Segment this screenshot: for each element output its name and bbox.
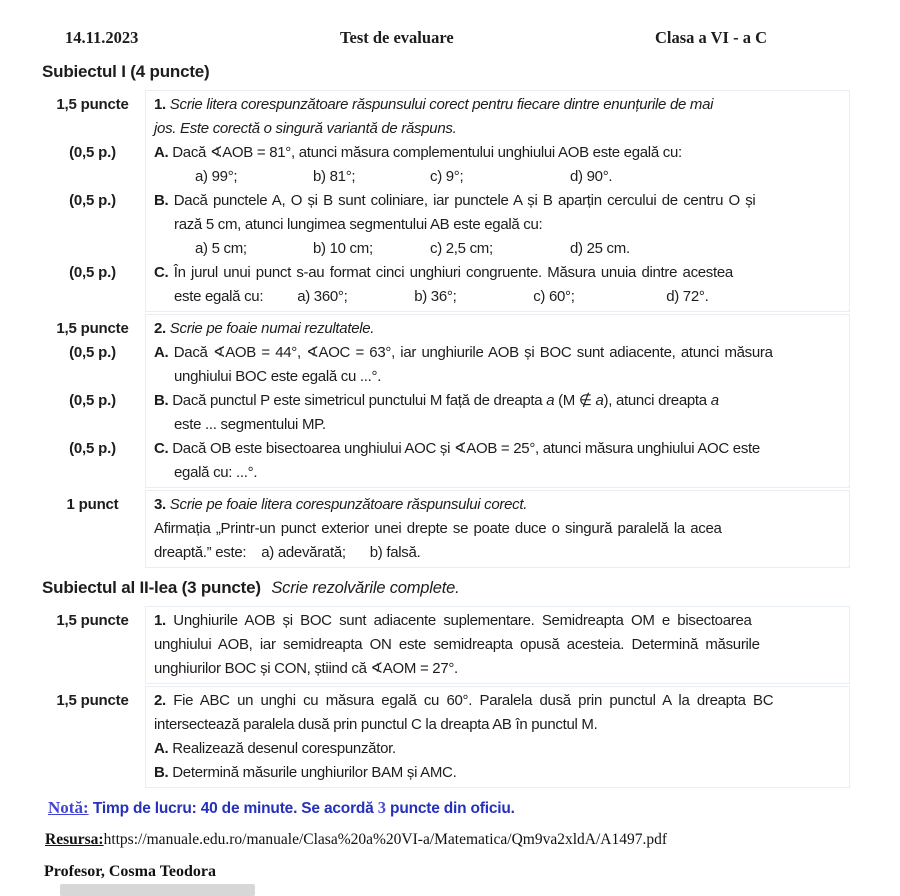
text-segment: este ... segmentului MP. xyxy=(174,416,326,433)
taskbar-fragment xyxy=(60,884,255,896)
text-segment: B. xyxy=(154,392,169,409)
text-segment: C. xyxy=(154,264,169,281)
question-row xyxy=(40,90,850,312)
note-text: Timp de lucru: 40 de minute. Se acordă xyxy=(92,800,378,817)
subject2-rows xyxy=(40,606,850,788)
document-header xyxy=(0,0,900,58)
question-row xyxy=(40,606,850,684)
text-line xyxy=(154,189,841,213)
text-segment: ), atunci dreapta xyxy=(603,392,711,409)
text-segment: c) 9°; xyxy=(430,168,464,185)
points-label: 1 punct xyxy=(66,496,119,513)
text-segment: b) 81°; xyxy=(313,168,356,185)
points-column xyxy=(40,686,145,788)
text-segment: Unghiurile AOB și BOC sunt adiacente suplementare. Semidreapta OM e bisectoarea xyxy=(165,612,752,629)
resource-label: Resursa: xyxy=(45,831,104,848)
text-line xyxy=(154,213,841,237)
points-label: (0,5 p.) xyxy=(69,440,116,457)
text-segment: Scrie pe foaie litera corespunzătoare răspunsului corect. xyxy=(165,496,528,513)
text-line xyxy=(154,633,841,657)
text-segment: d) 72°. xyxy=(666,288,709,305)
text-segment: 1. xyxy=(154,96,166,113)
subject1-rows xyxy=(40,90,850,568)
text-line xyxy=(154,761,841,785)
text-segment: A. xyxy=(154,344,169,361)
text-segment: A. xyxy=(154,740,169,757)
text-segment: Determină măsurile unghiurilor BAM și AMC. xyxy=(168,764,457,781)
text-segment: b) 36°; xyxy=(414,288,457,305)
text-segment: a) 360°; xyxy=(297,288,348,305)
text-segment: Realizează desenul corespunzător. xyxy=(168,740,396,757)
points-label: 1,5 puncte xyxy=(56,96,129,113)
points-column xyxy=(40,490,145,568)
text-segment: 1. xyxy=(154,612,166,629)
text-segment: C. xyxy=(154,440,169,457)
text-segment: a xyxy=(710,392,719,409)
text-segment: unghiului BOC este egală cu ...°. xyxy=(174,368,382,385)
text-line xyxy=(154,165,841,189)
page-title: Test de evaluare xyxy=(340,28,454,47)
text-line xyxy=(154,365,841,389)
text-segment: a xyxy=(595,392,604,409)
text-line xyxy=(154,713,841,737)
text-line xyxy=(154,737,841,761)
text-segment: b) 10 cm; xyxy=(313,240,373,257)
note-line xyxy=(48,798,900,818)
text-line xyxy=(154,437,841,461)
text-segment: unghiurilor BOC și CON, știind că ∢AOM = 27°. xyxy=(154,660,458,677)
subject1-points: (4 puncte) xyxy=(130,62,210,81)
points-label: 1,5 puncte xyxy=(56,612,129,629)
text-segment: a) 5 cm; xyxy=(195,240,247,257)
subject1-heading xyxy=(42,62,900,82)
note-label: Notă: xyxy=(48,798,89,817)
class-label: Clasa a VI - a C xyxy=(655,28,767,47)
text-segment: este egală cu: xyxy=(174,288,264,305)
text-line xyxy=(154,517,841,541)
question-row xyxy=(40,686,850,788)
text-segment: B. xyxy=(154,192,169,209)
text-line xyxy=(154,689,841,713)
subject2-instruction: Scrie rezolvările complete. xyxy=(271,579,460,597)
points-column xyxy=(40,90,145,312)
text-segment: Dacă punctele A, O și B sunt coliniare, iar punctele A și B aparțin cercului de centru O și xyxy=(168,192,756,209)
text-line xyxy=(154,141,841,165)
text-segment: a) 99°; xyxy=(195,168,238,185)
text-line xyxy=(154,93,841,117)
points-label: (0,5 p.) xyxy=(69,344,116,361)
text-line xyxy=(154,341,841,365)
text-segment: În jurul unui punct s-au format cinci unghiuri congruente. Măsura unuia dintre acestea xyxy=(168,264,733,281)
text-segment: B. xyxy=(154,764,169,781)
text-line xyxy=(154,541,841,565)
text-line xyxy=(154,461,841,485)
text-line xyxy=(154,117,841,141)
text-line xyxy=(154,285,841,309)
subject2-title: Subiectul al II-lea xyxy=(42,578,178,597)
text-segment: c) 60°; xyxy=(533,288,575,305)
text-segment: 3. xyxy=(154,496,166,513)
text-segment: Scrie litera corespunzătoare răspunsului corect pentru fiecare dintre enunțurile de mai xyxy=(165,96,714,113)
text-segment: intersectează paralela dusă prin punctul C la dreapta AB în punctul M. xyxy=(154,716,598,733)
subject2-heading xyxy=(42,578,900,598)
subject1-title: Subiectul I xyxy=(42,62,126,81)
question-cell xyxy=(145,90,850,312)
text-segment: a xyxy=(546,392,555,409)
text-segment: 2. xyxy=(154,692,166,709)
text-segment: d) 25 cm. xyxy=(570,240,630,257)
note-office-points: 3 xyxy=(377,798,386,817)
text-line xyxy=(154,657,841,681)
text-segment: Scrie pe foaie numai rezultatele. xyxy=(165,320,375,337)
text-segment: Dacă ∢AOB = 81°, atunci măsura complementului unghiului AOB este egală cu: xyxy=(168,144,682,161)
text-line xyxy=(154,389,841,413)
text-segment: Fie ABC un unghi cu măsura egală cu 60°. Paralela dusă prin punctul A la dreapta BC xyxy=(165,692,774,709)
text-segment: Dacă OB este bisectoarea unghiului AOC și ∢AOB = 25°, atunci măsura unghiului AOC este xyxy=(168,440,760,457)
points-column xyxy=(40,314,145,488)
question-row xyxy=(40,314,850,488)
text-line xyxy=(154,413,841,437)
text-segment: Dacă ∢AOB = 44°, ∢AOC = 63°, iar unghiurile AOB și BOC sunt adiacente, atunci măsura xyxy=(168,344,773,361)
text-segment: jos. Este corectă o singură variantă de răspuns. xyxy=(154,120,457,137)
question-cell xyxy=(145,314,850,488)
points-label: (0,5 p.) xyxy=(69,144,116,161)
points-label: 1,5 puncte xyxy=(56,320,129,337)
points-label: (0,5 p.) xyxy=(69,392,116,409)
professor-line: Profesor, Cosma Teodora xyxy=(44,863,216,880)
question-cell xyxy=(145,490,850,568)
points-label: (0,5 p.) xyxy=(69,264,116,281)
text-line xyxy=(154,317,841,341)
text-segment: rază 5 cm, atunci lungimea segmentului AB este egală cu: xyxy=(174,216,543,233)
resource-line xyxy=(45,831,900,849)
text-segment: Dacă punctul P este simetricul punctului M față de dreapta xyxy=(168,392,547,409)
question-cell xyxy=(145,606,850,684)
test-date: 14.11.2023 xyxy=(65,28,139,47)
points-column xyxy=(40,606,145,684)
text-segment: A. xyxy=(154,144,169,161)
text-line xyxy=(154,609,841,633)
resource-url: https://manuale.edu.ro/manuale/Clasa%20a%20VI-a/Matematica/Qm9va2xldA/A1497.pdf xyxy=(103,831,668,848)
text-segment: egală cu: ...°. xyxy=(174,464,258,481)
text-segment: (M ∉ xyxy=(554,392,596,409)
question-row xyxy=(40,490,850,568)
text-segment: Afirmația „Printr-un punct exterior unei drepte se poate duce o singură paralelă la acea xyxy=(154,520,722,537)
text-segment: dreaptă.” este: xyxy=(154,544,247,561)
text-line xyxy=(154,237,841,261)
text-segment: a) adevărată; xyxy=(261,544,346,561)
question-cell xyxy=(145,686,850,788)
note-text-2: puncte din oficiu. xyxy=(385,800,515,817)
text-line xyxy=(154,261,841,285)
text-segment: b) falsă. xyxy=(369,544,421,561)
text-segment: d) 90°. xyxy=(570,168,613,185)
text-line xyxy=(154,493,841,517)
text-segment: unghiului AOB, iar semidreapta ON este semidreapta opusă acesteia. Determină măsurile xyxy=(154,636,760,653)
subject2-points: (3 puncte) xyxy=(181,578,261,597)
points-label: 1,5 puncte xyxy=(56,692,129,709)
points-label: (0,5 p.) xyxy=(69,192,116,209)
text-segment: 2. xyxy=(154,320,166,337)
text-segment: c) 2,5 cm; xyxy=(430,240,493,257)
